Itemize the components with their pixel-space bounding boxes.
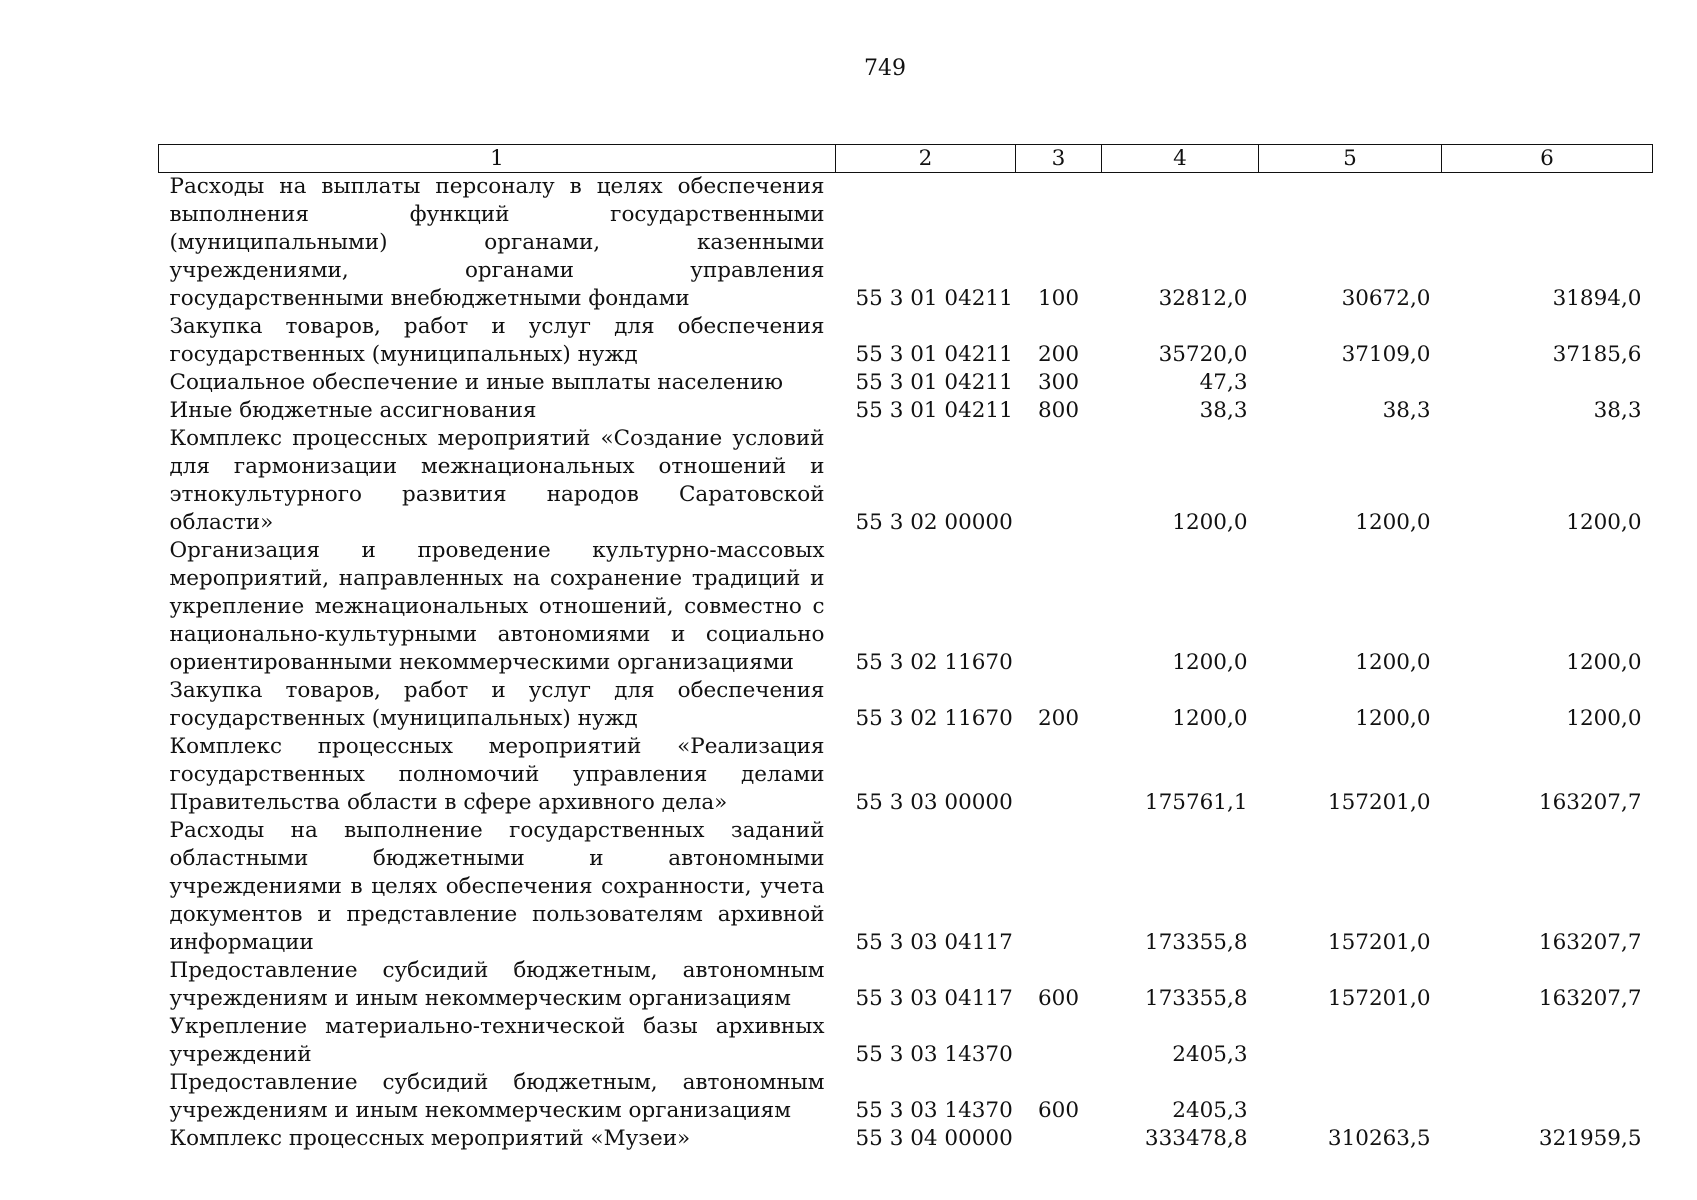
- row-value-6-cell: 1200,0: [1566, 706, 1642, 731]
- row-value-4-cell: 38,3: [1199, 398, 1248, 423]
- table-row: [159, 369, 1653, 397]
- row-type-cell: 200: [1037, 706, 1080, 731]
- row-value-6-cell: 163207,7: [1538, 986, 1642, 1011]
- row-value-6-cell: 321959,5: [1538, 1126, 1642, 1151]
- row-code-cell: 55 3 01 04211: [855, 342, 1013, 367]
- row-value-4-cell: 173355,8: [1144, 986, 1248, 1011]
- row-type-cell: 800: [1037, 398, 1080, 423]
- row-value-4-cell: 173355,8: [1144, 930, 1248, 955]
- table-row: [159, 397, 1653, 425]
- row-code-cell: 55 3 02 11670: [855, 650, 1013, 675]
- row-value-4-cell: 2405,3: [1172, 1042, 1248, 1067]
- row-value-4-cell: 333478,8: [1144, 1126, 1248, 1151]
- column-header: 1: [159, 145, 836, 173]
- row-name-cell: Иные бюджетные ассигнования: [169, 398, 537, 423]
- table-row: [159, 1069, 1653, 1125]
- row-code-cell: 55 3 04 00000: [855, 1126, 1013, 1151]
- row-value-5-cell: 157201,0: [1327, 930, 1431, 955]
- row-name-cell: Организация и проведение культурно-массовых мероприятий, направленных на сохранение традиций и укрепление межнациональных отношений, совместно с национально-культурными автономиями и социально ориентированными некоммерческими организациями: [169, 538, 825, 675]
- row-value-5-cell: 1200,0: [1355, 706, 1431, 731]
- row-value-5-cell: 38,3: [1382, 398, 1431, 423]
- row-name-cell: Укрепление материально-технической базы архивных учреждений: [169, 1014, 825, 1067]
- row-value-6-cell: 38,3: [1593, 398, 1642, 423]
- row-value-5-cell: 310263,5: [1327, 1126, 1431, 1151]
- row-code-cell: 55 3 01 04211: [855, 286, 1013, 311]
- budget-table: [158, 144, 1653, 1153]
- row-name-cell: Комплекс процессных мероприятий «Музеи»: [169, 1126, 691, 1151]
- row-type-cell: 200: [1037, 342, 1080, 367]
- table-row: [159, 425, 1653, 537]
- row-value-5-cell: 37109,0: [1341, 342, 1431, 367]
- table-row: [159, 537, 1653, 677]
- column-header: 4: [1102, 145, 1259, 173]
- table-row: [159, 1125, 1653, 1153]
- row-value-6-cell: 1200,0: [1566, 650, 1642, 675]
- row-value-6-cell: 37185,6: [1552, 342, 1642, 367]
- row-code-cell: 55 3 03 00000: [855, 790, 1013, 815]
- row-type-cell: [1016, 733, 1102, 817]
- row-code-cell: 55 3 02 11670: [855, 706, 1013, 731]
- row-code-cell: 55 3 03 14370: [855, 1098, 1013, 1123]
- column-header: 5: [1259, 145, 1442, 173]
- row-code-cell: 55 3 02 00000: [855, 510, 1013, 535]
- row-value-6-cell: 163207,7: [1538, 930, 1642, 955]
- row-type-cell: 300: [1037, 370, 1080, 395]
- page-number: 749: [864, 56, 906, 81]
- row-value-5-cell: 30672,0: [1341, 286, 1431, 311]
- row-name-cell: Расходы на выполнение государственных заданий областными бюджетными и автономными учреждениями в целях обеспечения сохранности, учета документов и представление пользователям архивной информации: [169, 818, 825, 955]
- row-value-5-cell: 157201,0: [1327, 790, 1431, 815]
- row-value-4-cell: 175761,1: [1144, 790, 1248, 815]
- row-name-cell: Закупка товаров, работ и услуг для обеспечения государственных (муниципальных) нужд: [169, 678, 825, 731]
- row-name-cell: Комплекс процессных мероприятий «Создание условий для гармонизации межнациональных отношений и этнокультурного развития народов Саратовской области»: [169, 426, 825, 535]
- row-type-cell: 600: [1037, 1098, 1080, 1123]
- row-code-cell: 55 3 03 14370: [855, 1042, 1013, 1067]
- row-code-cell: 55 3 01 04211: [855, 398, 1013, 423]
- row-name-cell: Закупка товаров, работ и услуг для обеспечения государственных (муниципальных) нужд: [169, 314, 825, 367]
- row-value-5-cell: [1259, 369, 1442, 397]
- row-type-cell: 600: [1037, 986, 1080, 1011]
- row-name-cell: Предоставление субсидий бюджетным, автономным учреждениям и иным некоммерческим организациям: [169, 1070, 825, 1123]
- row-value-5-cell: [1259, 1013, 1442, 1069]
- row-name-cell: Социальное обеспечение и иные выплаты населению: [169, 370, 783, 395]
- row-type-cell: [1016, 817, 1102, 957]
- row-name-cell: Комплекс процессных мероприятий «Реализация государственных полномочий управления делами Правительства области в сфере архивного дела»: [169, 734, 825, 815]
- row-value-5-cell: 1200,0: [1355, 650, 1431, 675]
- column-header: 3: [1016, 145, 1102, 173]
- row-value-6-cell: [1442, 1013, 1653, 1069]
- row-value-6-cell: 1200,0: [1566, 510, 1642, 535]
- table-row: [159, 733, 1653, 817]
- row-value-6-cell: [1442, 369, 1653, 397]
- row-code-cell: 55 3 03 04117: [855, 986, 1013, 1011]
- row-value-5-cell: 157201,0: [1327, 986, 1431, 1011]
- table-row: [159, 817, 1653, 957]
- row-value-4-cell: 1200,0: [1172, 706, 1248, 731]
- row-type-cell: [1016, 425, 1102, 537]
- table-row: [159, 1013, 1653, 1069]
- row-value-4-cell: 1200,0: [1172, 510, 1248, 535]
- row-value-4-cell: 1200,0: [1172, 650, 1248, 675]
- table-row: [159, 313, 1653, 369]
- row-type-cell: [1016, 1125, 1102, 1153]
- row-value-6-cell: 31894,0: [1552, 286, 1642, 311]
- row-code-cell: 55 3 03 04117: [855, 930, 1013, 955]
- column-header: 2: [836, 145, 1016, 173]
- row-type-cell: 100: [1037, 286, 1080, 311]
- table-row: [159, 677, 1653, 733]
- row-value-6-cell: 163207,7: [1538, 790, 1642, 815]
- row-code-cell: 55 3 01 04211: [855, 370, 1013, 395]
- row-type-cell: [1016, 537, 1102, 677]
- row-value-5-cell: 1200,0: [1355, 510, 1431, 535]
- row-value-4-cell: 47,3: [1199, 370, 1248, 395]
- row-value-4-cell: 35720,0: [1158, 342, 1248, 367]
- row-value-6-cell: [1442, 1069, 1653, 1125]
- table-header: [159, 145, 1653, 173]
- row-name-cell: Предоставление субсидий бюджетным, автономным учреждениям и иным некоммерческим организациям: [169, 958, 825, 1011]
- header-row: [159, 145, 1653, 173]
- row-value-4-cell: 2405,3: [1172, 1098, 1248, 1123]
- row-type-cell: [1016, 1013, 1102, 1069]
- table-body: [159, 173, 1653, 1154]
- row-value-4-cell: 32812,0: [1158, 286, 1248, 311]
- column-header: 6: [1442, 145, 1653, 173]
- table-row: [159, 173, 1653, 314]
- row-value-5-cell: [1259, 1069, 1442, 1125]
- row-name-cell: Расходы на выплаты персоналу в целях обеспечения выполнения функций государственными (муниципальными) органами, казенными учреждениями, органами управления государственными внебюджетными фондами: [169, 174, 825, 311]
- table-row: [159, 957, 1653, 1013]
